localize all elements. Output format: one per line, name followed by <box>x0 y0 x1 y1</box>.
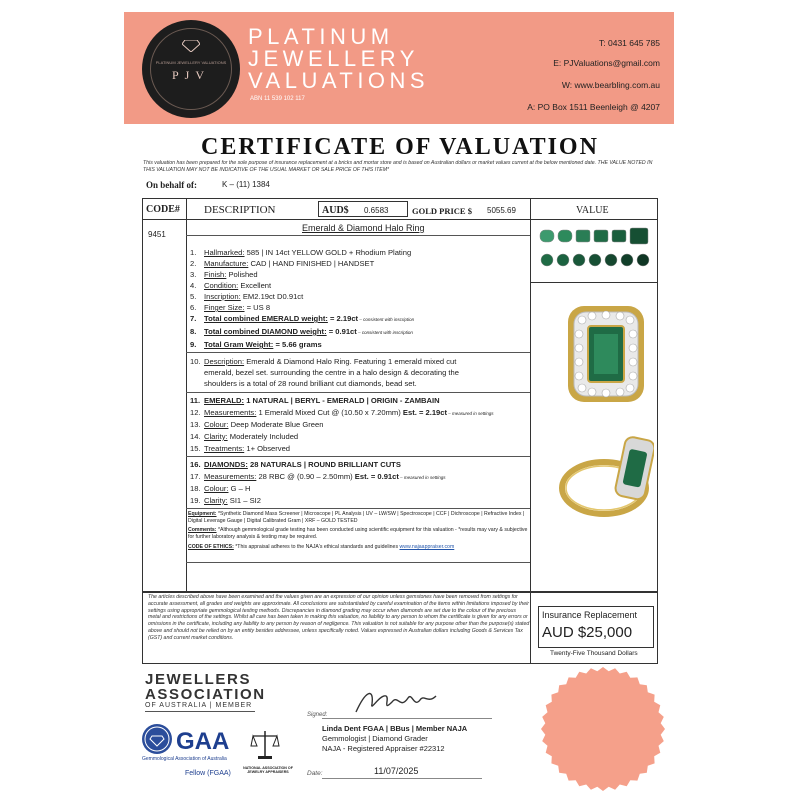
gaa-seal-icon <box>142 724 172 754</box>
gaa-fellow: Fellow (FGAA) <box>185 770 231 777</box>
item-title: Emerald & Diamond Halo Ring <box>302 223 425 233</box>
line-finger-size: 6. Finger Size: = US 8 <box>190 303 271 312</box>
line-diamonds-heading: 16. DIAMONDS: 28 NATURALS | ROUND BRILLIANT CUTS <box>190 460 401 469</box>
company-name-line2: JEWELLERY <box>248 46 419 71</box>
gold-price-label: GOLD PRICE $ <box>412 206 472 216</box>
company-name-line3: VALUATIONS <box>248 68 430 93</box>
intro-statement: This valuation has been prepared for the sole purpose of insurance replacement at a bricks and mortar store and is based on Australian dollars or market values current at the below mentioned date. THE VALUE NOTED IN THIS VALUATION MAY NOT BE INDICATIVE OF THE USUAL MARKET OR SALE PRICE OF THIS ITEM* <box>143 160 653 173</box>
abn-number: ABN 11 539 102 117 <box>250 96 305 102</box>
line-description-cont: shoulders is a total of 28 round brilliant cut diamonds, bead set. <box>204 379 417 388</box>
ethics-note: CODE OF ETHICS: *This appraisal adheres to the NAJA's ethical standards and guidelines www.najaappraiser.com <box>188 544 455 550</box>
on-behalf-label: On behalf of: <box>146 180 198 190</box>
line-treatments: 15. Treatments: 1+ Observed <box>190 444 291 453</box>
logo-tiny-text: PLATINUM JEWELLERY VALUATIONS <box>155 60 227 65</box>
value-header: VALUE <box>576 205 609 216</box>
divider <box>186 392 530 393</box>
item-code: 9451 <box>148 230 166 239</box>
aud-label: AUD$ <box>322 205 349 216</box>
on-behalf-value: K – (11) 1384 <box>222 180 270 189</box>
gaa-full-name: Gemmological Association of Australia <box>142 756 227 762</box>
line-emerald-heading: 11. EMERALD: 1 NATURAL | BERYL - EMERALD | ORIGIN - ZAMBAIN <box>190 396 440 405</box>
line-emerald-colour: 13. Colour: Deep Moderate Blue Green <box>190 420 324 429</box>
col-divider <box>186 198 187 592</box>
divider <box>186 235 530 236</box>
line-emerald-measurements: 12. Measurements: 1 Emerald Mixed Cut @ (10.50 x 7.20mm) Est. = 2.19ct – measured in settings <box>190 408 494 417</box>
ja-member: OF AUSTRALIA | MEMBER <box>145 702 253 709</box>
signed-label: Signed: <box>307 712 328 718</box>
divider <box>186 352 530 353</box>
line-gram-weight: 9. Total Gram Weight: = 5.66 grams <box>190 340 322 349</box>
naja-name: NATIONAL ASSOCIATION OF JEWELRY APPRAISERS <box>243 766 293 775</box>
diamond-icon <box>182 40 200 52</box>
line-inscription: 5. Inscription: EM2.19ct D0.91ct <box>190 292 304 301</box>
website: W: www.bearbling.com.au <box>561 80 660 90</box>
insurance-amount: AUD $25,000 <box>542 624 633 641</box>
line-diamond-measurements: 17. Measurements: 28 RBC @ (0.90 – 2.50mm) Est. = 0.91ct – measured in settings <box>190 472 446 481</box>
line-finish: 3. Finish: Polished <box>190 270 258 279</box>
aud-value: 0.6583 <box>364 206 389 215</box>
gold-price-value: 5055.69 <box>487 206 516 215</box>
divider <box>186 456 530 457</box>
line-manufacture: 2. Manufacture: CAD | HAND FINISHED | HANDSET <box>190 259 375 268</box>
line-condition: 4. Condition: Excellent <box>190 281 272 290</box>
naja-link[interactable]: www.najaappraiser.com <box>399 544 455 550</box>
equipment-note: Equipment: *Synthetic Diamond Mass Screener | Microscope | PL Analysis | UV – LW/SW | Spectroscope | CCF | Dichroscope | Refractive Index | Digital Leverage Gauge | Digital Calibrated Gram | XRF – GOLD TESTED <box>188 511 525 524</box>
line-diamond-clarity: 19. Clarity: SI1 – SI2 <box>190 496 261 505</box>
signature-line <box>322 718 492 719</box>
certificate-title: CERTIFICATE OF VALUATION <box>201 134 599 160</box>
signer-role: Gemmologist | Diamond Grader <box>322 734 428 743</box>
pjv-logo <box>142 20 240 118</box>
date-label: Date: <box>307 770 323 777</box>
line-diamond-colour: 18. Colour: G – H <box>190 484 251 493</box>
divider <box>145 711 255 712</box>
phone: T: 0431 645 785 <box>599 38 660 48</box>
line-description: 10. Description: Emerald & Diamond Halo Ring. Featuring 1 emerald mixed cut <box>190 357 457 366</box>
insurance-words: Twenty-Five Thousand Dollars <box>550 650 638 657</box>
disclaimer-text: The articles described above have been examined and the values given are an expression of our opinion unless gemstones have been removed from settings for accurate assessment, all grades and weights are approximate. All conclusions are substantiated by careful examination of the items within limitations imposed by their settings using appropriate gemmological testing methods. Discrepancies in diamond grading may occur when diamonds are set due to the colour of the precious metal and restrictions of the settings. Whilst all care has been taken in making this valuation, no liability to any person to whom the certificate is given for any errors or omissions in the certificate, including any liability to any person by reason of negligence. This valuation is not suitable for any purpose other than the purpose(s) stated above and should not be relied on by an entity besides addressee, unless specifically noted. Values expressed in Australian dollars including Goods & Services Tax (GST) and current market conditions. <box>148 594 530 641</box>
comments-note: Comments: *Although gemmological grade testing has been conducted using scientific equipment for this valuation - *results may vary & subjective for further laboratory analysis & testing may be required. <box>188 527 528 540</box>
divider <box>186 508 530 509</box>
line-emerald-weight: 7. Total combined EMERALD weight: = 2.19ct – consistent with inscription <box>190 314 415 323</box>
company-name-line1: PLATINUM <box>248 24 394 49</box>
line-diamond-weight: 8. Total combined DIAMOND weight: = 0.91ct – consistent with inscription <box>190 327 413 336</box>
line-hallmarked: 1. Hallmarked: 585 | IN 14ct YELLOW GOLD + Rhodium Plating <box>190 248 412 257</box>
address: A: PO Box 1511 Beenleigh @ 4207 <box>527 102 660 112</box>
emerald-colour-scale <box>538 224 654 282</box>
company-seal <box>540 666 666 792</box>
line-description-cont: emerald, bezel set. surrounding the centre in a halo design & decorating the <box>204 368 459 377</box>
divider <box>186 562 530 563</box>
description-header: DESCRIPTION <box>204 204 276 216</box>
signature <box>352 682 440 718</box>
gaa-logo-text: GAA <box>176 728 230 755</box>
col-divider <box>530 198 531 592</box>
line-emerald-clarity: 14. Clarity: Moderately Included <box>190 432 299 441</box>
ring-top-view-photo <box>562 300 650 408</box>
col-divider <box>530 592 531 664</box>
logo-letters: PJV <box>171 68 210 82</box>
divider <box>530 282 658 283</box>
naja-scales-icon <box>248 728 282 762</box>
date-line <box>322 778 482 779</box>
signer-name: Linda Dent FGAA | BBus | Member NAJA <box>322 724 468 733</box>
ja-logo-text: JEWELLERS ASSOCIATION <box>145 671 266 703</box>
email: E: PJValuations@gmail.com <box>553 58 660 68</box>
ring-side-view-photo <box>554 432 654 524</box>
insurance-label: Insurance Replacement <box>542 610 638 620</box>
signer-registration: NAJA - Registered Appraiser #22312 <box>322 744 445 753</box>
code-header: CODE# <box>146 204 180 215</box>
valuation-date: 11/07/2025 <box>374 766 419 776</box>
